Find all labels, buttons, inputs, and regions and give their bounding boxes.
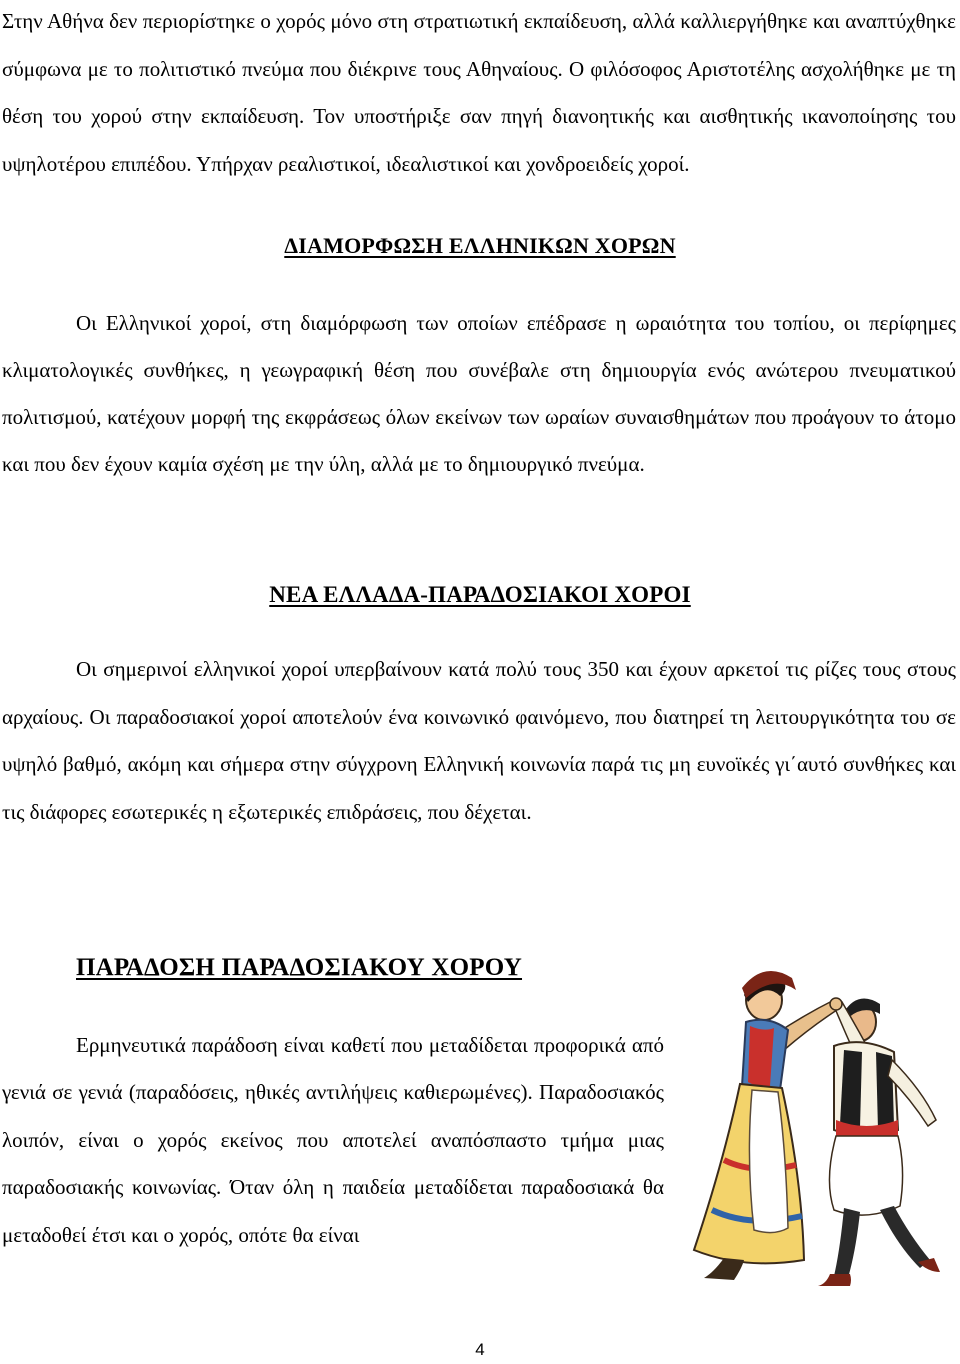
page-number: 4 [475,1340,485,1359]
man-leg-left [834,1208,860,1278]
woman-vest [748,1026,774,1087]
heading-greek-dances-formation: ΔΙΑΜΟΡΦΩΣΗ ΕΛΛΗΝΙΚΩΝ ΧΟΡΩΝ [284,233,676,258]
woman-foot [704,1258,744,1280]
man-shoe-left [818,1274,851,1286]
joined-hands [830,998,842,1010]
man-fustanella [829,1136,902,1215]
heading-tradition-of-traditional-dance: ΠΑΡΑΔΟΣΗ ΠΑΡΑΔΟΣΙΑΚΟΥ ΧΟΡΟΥ [76,954,523,981]
dancing-couple-clipart-icon [684,960,952,1290]
paragraph-modern-dances: Οι σημερινοί ελληνικοί χοροί υπερβαίνουν κατά πολύ τους 350 και έχουν αρκετοί τις ρίζες τους στους αρχαίους. Οι παραδοσιακοί χοροί αποτελούν ένα κοινωνικό φαινόμενο, που διατηρεί τη λειτουργικότητα του σε υψηλό βαθμό, ακόμη και σήμερα στην σύγχρονη Ελληνική κοινωνία παρά τις μη ευνοϊκές γι΄αυτό συνθήκες και τις διάφορες εσωτερικές η εξωτερικές επιδράσεις, που δέχεται. [2,657,956,824]
paragraph-tradition: Ερμηνευτικά παράδοση είναι καθετί που μεταδίδεται προφορικά από γενιά σε γενιά (παραδόσεις, ηθικές αντιλήψεις καθιερωμένες). Παραδοσιακός λοιπόν, είναι ο χορός εκείνος που αποτελεί αναπόσπαστο τμήμα μιας παραδοσιακής κοινωνίας. Όταν όλη η παιδεία μεταδίδεται παραδοσιακά θα μεταδοθεί έτσι και ο χορός, οπότε θα είναι [2,1033,664,1247]
man-leg-right [880,1206,930,1268]
heading-modern-greece-traditional-dances: ΝΕΑ ΕΛΛΑΔΑ-ΠΑΡΑΔΟΣΙΑΚΟΙ ΧΟΡΟΙ [269,582,691,607]
paragraph-athens: Στην Αθήνα δεν περιορίστηκε ο χορός μόνο στη στρατιωτική εκπαίδευση, αλλά καλλιεργήθηκε και αναπτύχθηκε σύμφωνα με το πολιτιστικό πνεύμα που διέκρινε τους Αθηναίους. Ο φιλόσοφος Αριστοτέλης ασχολήθηκε με τη θέση του χορού στην εκπαίδευση. Τον υποστήριξε σαν πηγή διανοητικής και αισθητικής ικανοποίησης του υψηλοτέρου επιπέδου. Υπήρχαν ρεαλιστικοί, ιδεαλιστικοί και χονδροειδείς χοροί. [2,9,956,176]
paragraph-greek-dances: Οι Ελληνικοί χοροί, στη διαμόρφωση των οποίων επέδρασε η ωραιότητα του τοπίου, οι περίφημες κλιματολογικές συνθήκες, η γεωγραφική θέση που συνέβαλε στη δημιουργία ενός ανώτερου πνευματικού πολιτισμού, κατέχουν μορφή της εκφράσεως όλων εκείνων των ωραίων συναισθημάτων που προάγουν το άτομο και που δεν έχουν καμία σχέση με την ύλη, αλλά με το δημιουργικό πνεύμα. [2,311,956,476]
woman-skirt [694,1084,804,1263]
